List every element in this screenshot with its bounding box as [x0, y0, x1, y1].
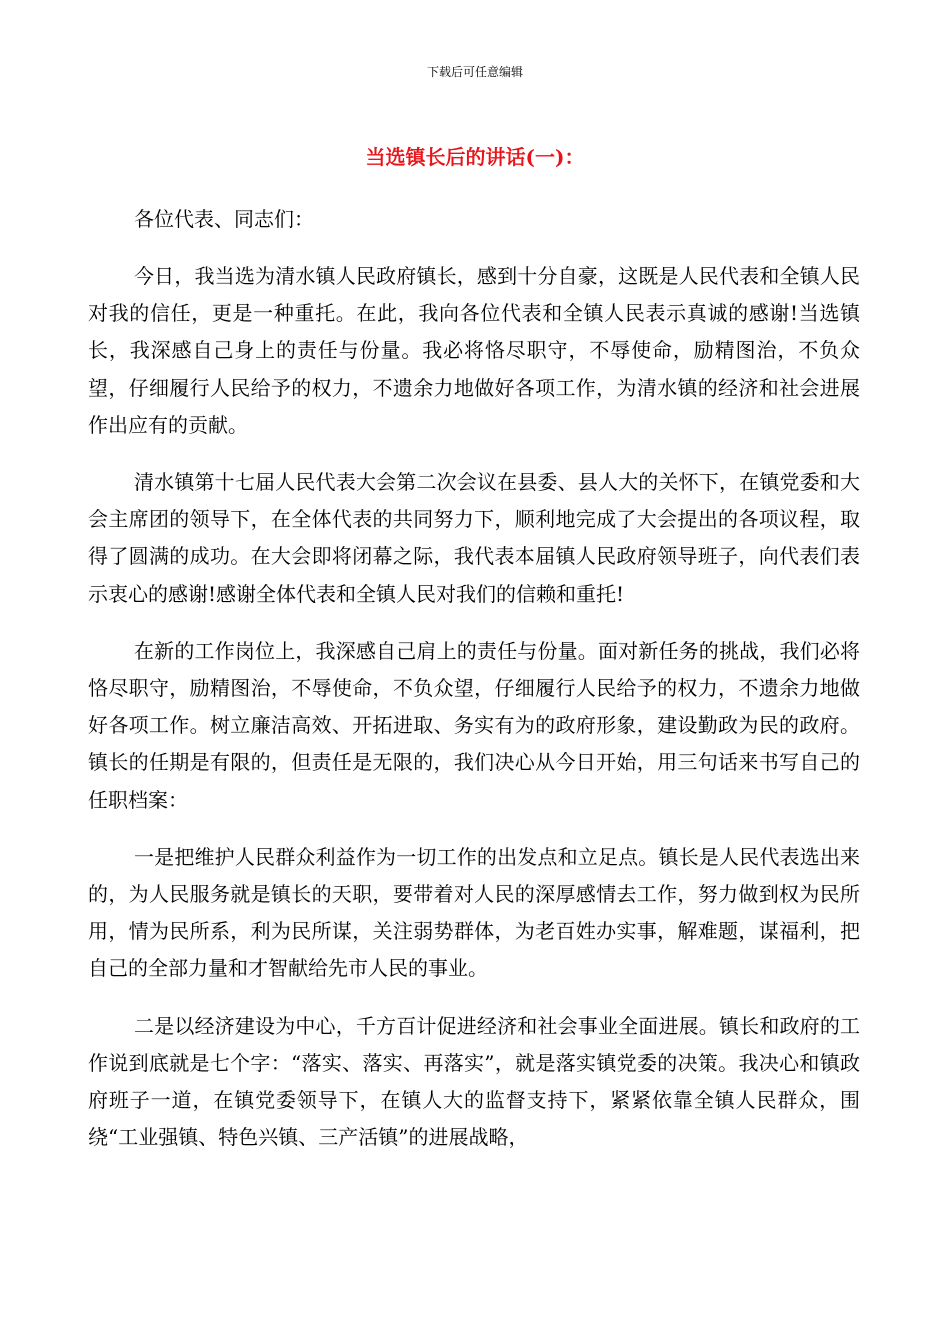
- paragraph-3: 在新的工作岗位上，我深感自己肩上的责任与份量。面对新任务的挑战，我们必将恪尽职守，励精图治，不辱使命，不负众望，仔细履行人民给予的权力，不遗余力地做好各项工作。树立廉洁高效、开拓进取、务实有为的政府形象，建设勤政为民的政府。镇长的任期是有限的，但责任是无限的，我们决心从今日开始，用三句话来书写自己的任职档案：: [88, 638, 860, 812]
- paragraph-4: 一是把维护人民群众利益作为一切工作的出发点和立足点。镇长是人民代表选出来的，为人民服务就是镇长的天职，要带着对人民的深厚感情去工作，努力做到权为民所用，情为民所系，利为民所谋，关注弱势群体，为老百姓办实事，解难题，谋福利，把自己的全部力量和才智献给先市人民的事业。: [88, 844, 860, 981]
- document-body: [88, 200, 860, 1156]
- paragraph-2: 清水镇第十七届人民代表大会第二次会议在县委、县人大的关怀下，在镇党委和大会主席团的领导下，在全体代表的共同努力下，顺利地完成了大会提出的各项议程，取得了圆满的成功。在大会即将闭幕之际，我代表本届镇人民政府领导班子，向代表们表示衷心的感谢!感谢全体代表和全镇人民对我们的信赖和重托!: [88, 470, 860, 606]
- header-note: 下载后可任意编辑: [426, 65, 523, 79]
- document-title: 当选镇长后的讲话(一)：: [365, 145, 585, 169]
- salutation: 各位代表、同志们：: [134, 207, 314, 231]
- paragraph-1: 今日，我当选为清水镇人民政府镇长，感到十分自豪，这既是人民代表和全镇人民对我的信任，更是一种重托。在此，我向各位代表和全镇人民表示真诚的感谢!当选镇长，我深感自己身上的责任与份量。我必将恪尽职守，不辱使命，励精图治，不负众望，仔细履行人民给予的权力，不遗余力地做好各项工作，为清水镇的经济和社会进展作出应有的贡献。: [88, 264, 860, 437]
- paragraph-5: 二是以经济建设为中心，千方百计促进经济和社会事业全面进展。镇长和政府的工作说到底就是七个字：“落实、落实、再落实”，就是落实镇党委的决策。我决心和镇政府班子一道，在镇党委领导下，在镇人大的监督支持下，紧紧依靠全镇人民群众，围绕“工业强镇、特色兴镇、三产活镇”的进展战略，: [88, 1013, 860, 1150]
